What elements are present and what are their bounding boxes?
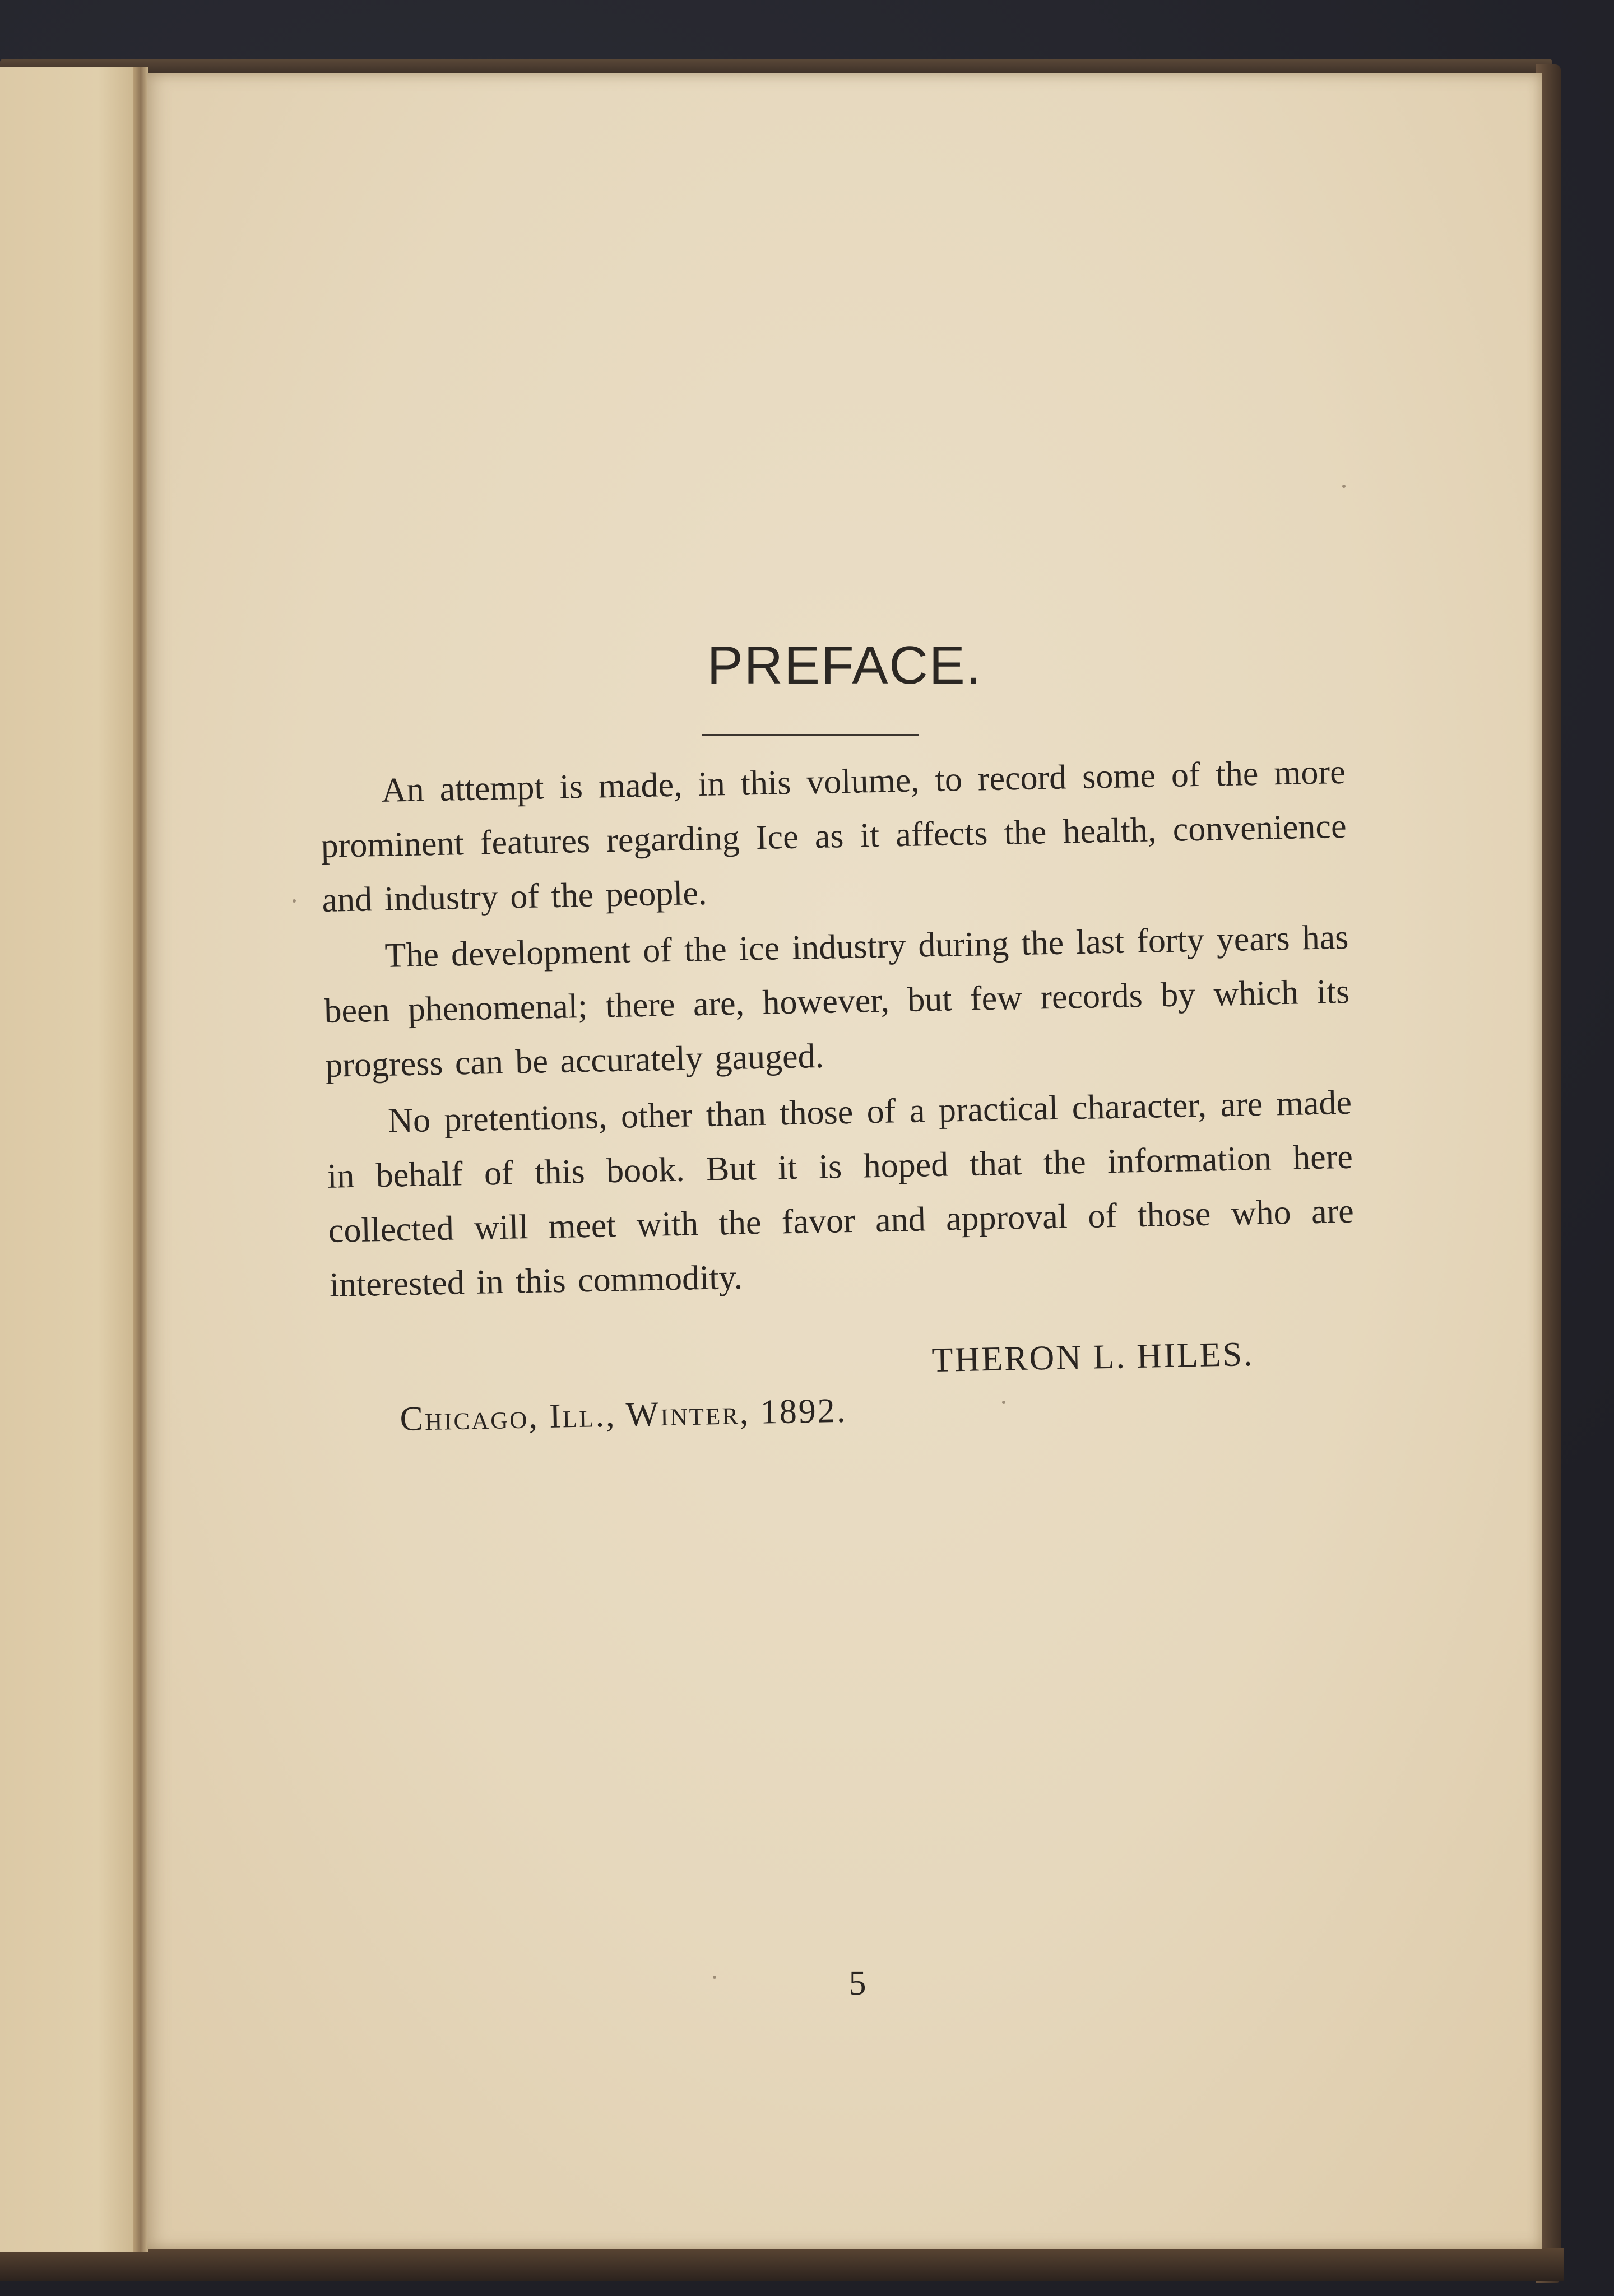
- paper-speck: [293, 899, 296, 903]
- paper-speck: [1002, 1401, 1005, 1404]
- book-edge-bottom: [0, 2248, 1564, 2281]
- dateline: Chicago, Ill., Winter, 1892.: [400, 1391, 847, 1438]
- author-signature: THERON L. HILES.: [931, 1335, 1255, 1379]
- paper-speck: [713, 1976, 716, 1979]
- paragraph-3: No pretentions, other than those of a practical character, are made in behalf of this book. But it is hoped that the information here collected will meet with the favor and approval of those who are interested in this commodity.: [327, 1083, 1355, 1304]
- page-title: PREFACE.: [707, 635, 982, 695]
- facing-page-left: [0, 67, 140, 2252]
- page-number: 5: [848, 1964, 866, 2002]
- title-rule: [702, 734, 919, 736]
- paper-speck: [1342, 485, 1346, 488]
- book-gutter: [133, 67, 148, 2252]
- preface-body: [319, 745, 1355, 1313]
- paragraph-2: The development of the ice industry during the last forty years has been phenomenal; there are, however, but few records by which its progress can be accurately gauged.: [323, 918, 1350, 1085]
- paragraph-1: An attempt is made, in this volume, to record some of the more prominent features regarding Ice as it affects the health, convenience and industry of the people.: [321, 752, 1347, 919]
